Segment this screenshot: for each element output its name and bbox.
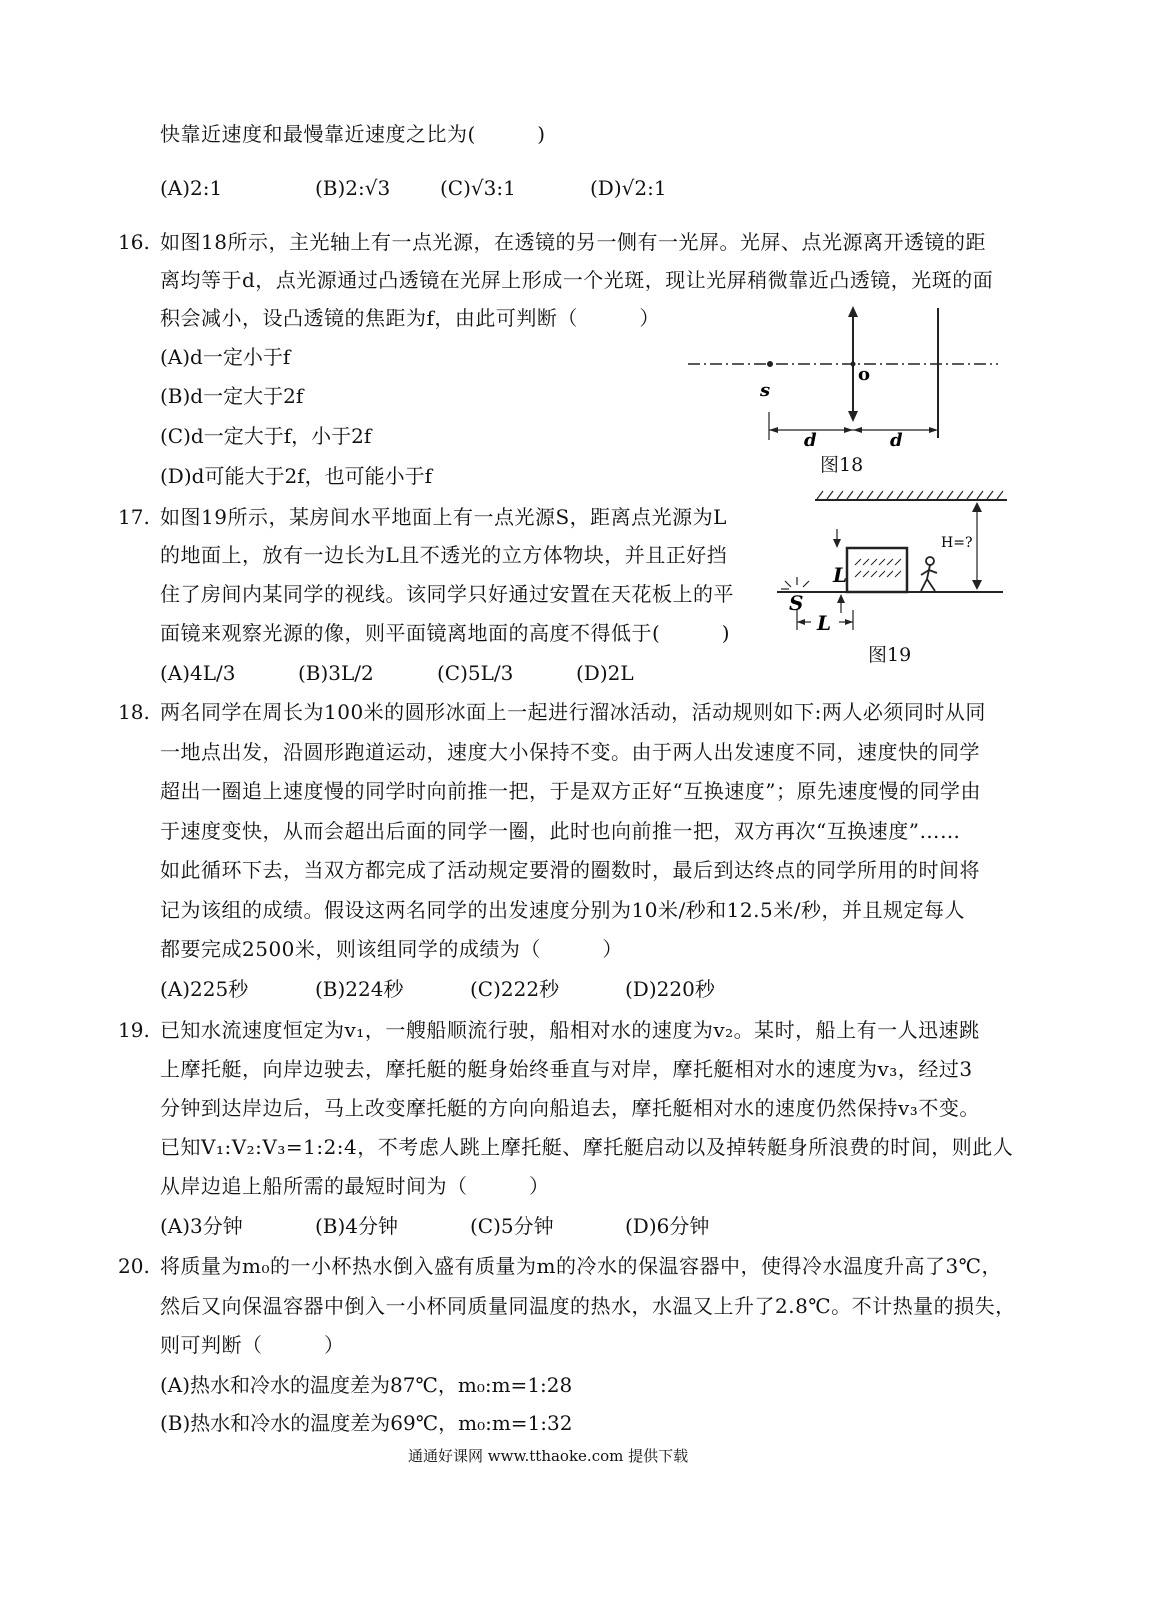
q19-option-c: (C)5分钟 [470,1214,554,1238]
q20-number: 20. [118,1254,150,1278]
q19-line-1: 已知水流速度恒定为v₁，一艘船顺流行驶，船相对水的速度为v₂。某时，船上有一人迅速跳 [160,1018,980,1042]
q15-option-c: (C)√3:1 [440,176,516,200]
q19-line-3: 分钟到达岸边后，马上改变摩托艇的方向向船追去，摩托艇相对水的速度仍然保持v₃不变。 [160,1096,980,1120]
q19-option-a: (A)3分钟 [160,1214,243,1238]
q16-number: 16. [118,230,150,254]
q15-option-a: (A)2:1 [160,176,223,200]
q20-option-b: (B)热水和冷水的温度差为69℃，m₀:m=1:32 [160,1411,573,1435]
q18-line-4: 于速度变快，从而会超出后面的同学一圈，此时也向前推一把，双方再次“互换速度”…… [160,819,961,843]
q17-line-3: 住了房间内某同学的视线。该同学只好通过安置在天花板上的平 [160,582,734,606]
q16-option-a: (A)d一定小于f [160,345,291,369]
q17-option-b: (B)3L/2 [298,661,374,685]
cube-side-label-l: L [833,563,848,587]
q18-option-a: (A)225秒 [160,977,249,1001]
q17-option-d: (D)2L [576,661,634,685]
q16-line-1: 如图18所示，主光轴上有一点光源，在透镜的另一侧有一光屏。光屏、点光源离开透镜的距 [160,230,986,254]
q20-line-1: 将质量为m₀的一小杯热水倒入盛有质量为m的冷水的保温容器中，使得冷水温度升高了3℃， [160,1254,1003,1278]
opaque-cube [847,548,907,592]
q19-line-4: 已知V₁:V₂:V₃=1:2:4，不考虑人跳上摩托艇、摩托艇启动以及掉转艇身所浪费的时间，则此人 [160,1135,1014,1159]
q19-number: 19. [118,1018,150,1042]
q18-line-7: 都要完成2500米，则该组同学的成绩为（ ） [160,937,623,961]
q20-line-3: 则可判断（ ） [160,1333,345,1357]
q20-line-2: 然后又向保温容器中倒入一小杯同质量同温度的热水，水温又上升了2.8℃。不计热量的损失， [160,1294,1016,1318]
q15-option-d: (D)√2:1 [590,176,667,200]
q18-option-b: (B)224秒 [315,977,404,1001]
page-footer: 通通好课网 www.tthaoke.com 提供下载 [408,1447,689,1465]
q18-line-6: 记为该组的成绩。假设这两名同学的出发速度分别为10米/秒和12.5米/秒，并且规定每人 [160,898,965,922]
q18-line-5: 如此循环下去，当双方都完成了活动规定要滑的圈数时，最后到达终点的同学所用的时间将 [160,858,980,882]
q19-option-b: (B)4分钟 [315,1214,399,1238]
q16-line-2: 离均等于d，点光源通过凸透镜在光屏上形成一个光斑，现让光屏稍微靠近凸透镜，光斑的面 [160,268,994,292]
lens-label-o: o [858,364,871,385]
figure-19-caption: 图19 [868,644,912,666]
person-figure [921,557,937,591]
figure-19-diagram [775,485,1010,640]
q18-option-c: (C)222秒 [470,977,560,1001]
q19-option-d: (D)6分钟 [625,1214,710,1238]
distance-label-d-right: d [890,430,903,450]
q19-line-2: 上摩托艇，向岸边驶去，摩托艇的艇身始终垂直与对岸，摩托艇相对水的速度为v₃，经过3 [160,1057,973,1081]
q17-line-1: 如图19所示，某房间水平地面上有一点光源S，距离点光源为L [160,505,727,529]
q16-option-d: (D)d可能大于2f，也可能小于f [160,464,432,488]
light-source-rays [781,577,809,589]
q16-option-b: (B)d一定大于2f [160,384,304,408]
ceiling-hatching [817,491,1003,499]
q18-number: 18. [118,700,150,724]
q17-number: 17. [118,505,150,529]
lens-top-arrow [848,306,858,317]
q17-line-4: 面镜来观察光源的像，则平面镜离地面的高度不得低于( ) [160,621,731,645]
q18-line-3: 超出一圈追上速度慢的同学时向前推一把，于是双方正好“互换速度”；原先速度慢的同学由 [160,779,981,803]
q17-line-2: 的地面上，放有一边长为L且不透光的立方体物块，并且正好挡 [160,543,728,567]
source-label-s: s [760,380,771,401]
figure-18-caption: 图18 [820,454,864,476]
q16-line-3: 积会减小，设凸透镜的焦距为f，由此可判断（ ） [160,306,660,330]
source-label-s: S [789,591,804,615]
q15-option-b: (B)2:√3 [315,176,391,200]
q19-line-5: 从岸边追上船所需的最短时间为（ ） [160,1174,550,1198]
lens-center [851,362,856,367]
q16-option-c: (C)d一定大于f，小于2f [160,424,372,448]
q17-option-c: (C)5L/3 [437,661,514,685]
height-label: H=? [941,535,973,551]
q18-line-2: 一地点出发，沿圆形跑道运动，速度大小保持不变。由于两人出发速度不同，速度快的同学 [160,740,980,764]
q17-option-a: (A)4L/3 [160,661,236,685]
q15-stem: 快靠近速度和最慢靠近速度之比为( ) [160,122,546,146]
lens-bottom-arrow [848,411,858,422]
distance-label-l: L [817,611,832,635]
q20-option-a: (A)热水和冷水的温度差为87℃，m₀:m=1:28 [160,1373,573,1397]
q18-option-d: (D)220秒 [625,977,715,1001]
point-source [767,361,773,367]
figure-18-diagram [680,300,1010,450]
q18-line-1: 两名同学在周长为100米的圆形冰面上一起进行溜冰活动，活动规则如下:两人必须同时从同 [160,700,986,724]
distance-label-d-left: d [804,430,817,450]
